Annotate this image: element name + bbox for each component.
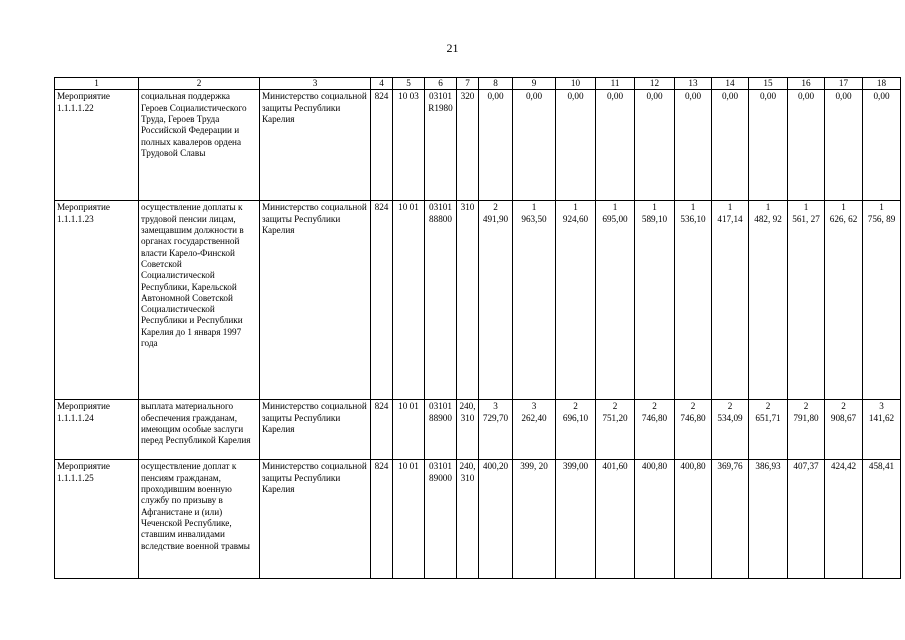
table-row (55, 90, 901, 201)
value-cell: 3 141,62 (863, 400, 901, 460)
description-cell: осуществление доплаты к трудовой пенсии лицам, замещавшим должности в органах государственной власти Карело-Финской Советской Социалистической Республики, Карельской Автономной Советской Социалистической Республики и Республики Карелия до 1 января 1997 года (139, 201, 260, 400)
column-header: 6 (425, 78, 457, 90)
value-cell: 1 536,10 (675, 201, 712, 400)
code-cell: 10 01 (393, 201, 425, 400)
code-cell: 824 (371, 460, 393, 579)
value-cell: 2 746,80 (635, 400, 675, 460)
column-header: 16 (788, 78, 825, 90)
code-cell: 310 (457, 201, 479, 400)
value-cell: 400,20 (479, 460, 513, 579)
code-cell: 03101 89000 (425, 460, 457, 579)
code-cell: 10 03 (393, 90, 425, 201)
value-cell: 0,00 (788, 90, 825, 201)
value-cell: 1 756, 89 (863, 201, 901, 400)
event-cell: Мероприятие 1.1.1.1.24 (55, 400, 139, 460)
column-header: 11 (596, 78, 635, 90)
column-header: 2 (139, 78, 260, 90)
column-header: 12 (635, 78, 675, 90)
value-cell: 458,41 (863, 460, 901, 579)
code-cell: 03101 88800 (425, 201, 457, 400)
code-cell: 240, 310 (457, 400, 479, 460)
value-cell: 0,00 (635, 90, 675, 201)
code-cell: 240, 310 (457, 460, 479, 579)
value-cell: 2 908,67 (825, 400, 863, 460)
value-cell: 1 963,50 (513, 201, 556, 400)
value-cell: 3 729,70 (479, 400, 513, 460)
value-cell: 0,00 (863, 90, 901, 201)
code-cell: 10 01 (393, 460, 425, 579)
column-header: 17 (825, 78, 863, 90)
value-cell: 0,00 (825, 90, 863, 201)
column-header: 8 (479, 78, 513, 90)
value-cell: 1 482, 92 (749, 201, 788, 400)
page-number: 21 (446, 41, 459, 55)
code-cell: 824 (371, 400, 393, 460)
executor-cell: Министерство социальной защиты Республики Карелия (260, 460, 371, 579)
value-cell: 0,00 (675, 90, 712, 201)
value-cell: 400,80 (635, 460, 675, 579)
code-cell: 824 (371, 90, 393, 201)
value-cell: 0,00 (712, 90, 749, 201)
value-cell: 399, 20 (513, 460, 556, 579)
value-cell: 2 491,90 (479, 201, 513, 400)
value-cell: 369,76 (712, 460, 749, 579)
executor-cell: Министерство социальной защиты Республики Карелия (260, 400, 371, 460)
event-cell: Мероприятие 1.1.1.1.22 (55, 90, 139, 201)
event-cell: Мероприятие 1.1.1.1.25 (55, 460, 139, 579)
value-cell: 0,00 (513, 90, 556, 201)
value-cell: 399,00 (556, 460, 596, 579)
value-cell: 3 262,40 (513, 400, 556, 460)
value-cell: 2 746,80 (675, 400, 712, 460)
executor-cell: Министерство социальной защиты Республики Карелия (260, 201, 371, 400)
column-header: 1 (55, 78, 139, 90)
value-cell: 1 695,00 (596, 201, 635, 400)
column-header: 10 (556, 78, 596, 90)
value-cell: 1 561, 27 (788, 201, 825, 400)
value-cell: 2 791,80 (788, 400, 825, 460)
code-cell: 824 (371, 201, 393, 400)
value-cell: 407,37 (788, 460, 825, 579)
value-cell: 1 417,14 (712, 201, 749, 400)
column-header: 9 (513, 78, 556, 90)
column-header: 13 (675, 78, 712, 90)
value-cell: 424,42 (825, 460, 863, 579)
value-cell: 0,00 (556, 90, 596, 201)
code-cell: 03101 R1980 (425, 90, 457, 201)
value-cell: 1 626, 62 (825, 201, 863, 400)
value-cell: 400,80 (675, 460, 712, 579)
event-cell: Мероприятие 1.1.1.1.23 (55, 201, 139, 400)
code-cell: 10 01 (393, 400, 425, 460)
value-cell: 2 651,71 (749, 400, 788, 460)
column-header: 18 (863, 78, 901, 90)
table-row (55, 201, 901, 400)
value-cell: 2 534,09 (712, 400, 749, 460)
executor-cell: Министерство социальной защиты Республики Карелия (260, 90, 371, 201)
value-cell: 1 924,60 (556, 201, 596, 400)
value-cell: 401,60 (596, 460, 635, 579)
description-cell: осуществление доплат к пенсиям гражданам, проходившим военную службу по призыву в Афганистане и (или) Чеченской Республике, ставшим инвалидами вследствие военной травмы (139, 460, 260, 579)
column-header: 5 (393, 78, 425, 90)
column-header: 3 (260, 78, 371, 90)
column-header: 14 (712, 78, 749, 90)
value-cell: 0,00 (596, 90, 635, 201)
column-header: 4 (371, 78, 393, 90)
description-cell: выплата материального обеспечения гражданам, имеющим особые заслуги перед Республикой Карелия (139, 400, 260, 460)
value-cell: 1 589,10 (635, 201, 675, 400)
table-row (55, 460, 901, 579)
budget-table (54, 77, 901, 579)
column-header: 7 (457, 78, 479, 90)
column-header: 15 (749, 78, 788, 90)
value-cell: 2 696,10 (556, 400, 596, 460)
code-cell: 320 (457, 90, 479, 201)
header-row (55, 78, 901, 90)
value-cell: 386,93 (749, 460, 788, 579)
table-row (55, 400, 901, 460)
value-cell: 2 751,20 (596, 400, 635, 460)
value-cell: 0,00 (479, 90, 513, 201)
description-cell: социальная поддержка Героев Социалистического Труда, Героев Труда Российской Федерации и полных кавалеров ордена Трудовой Славы (139, 90, 260, 201)
value-cell: 0,00 (749, 90, 788, 201)
code-cell: 03101 88900 (425, 400, 457, 460)
